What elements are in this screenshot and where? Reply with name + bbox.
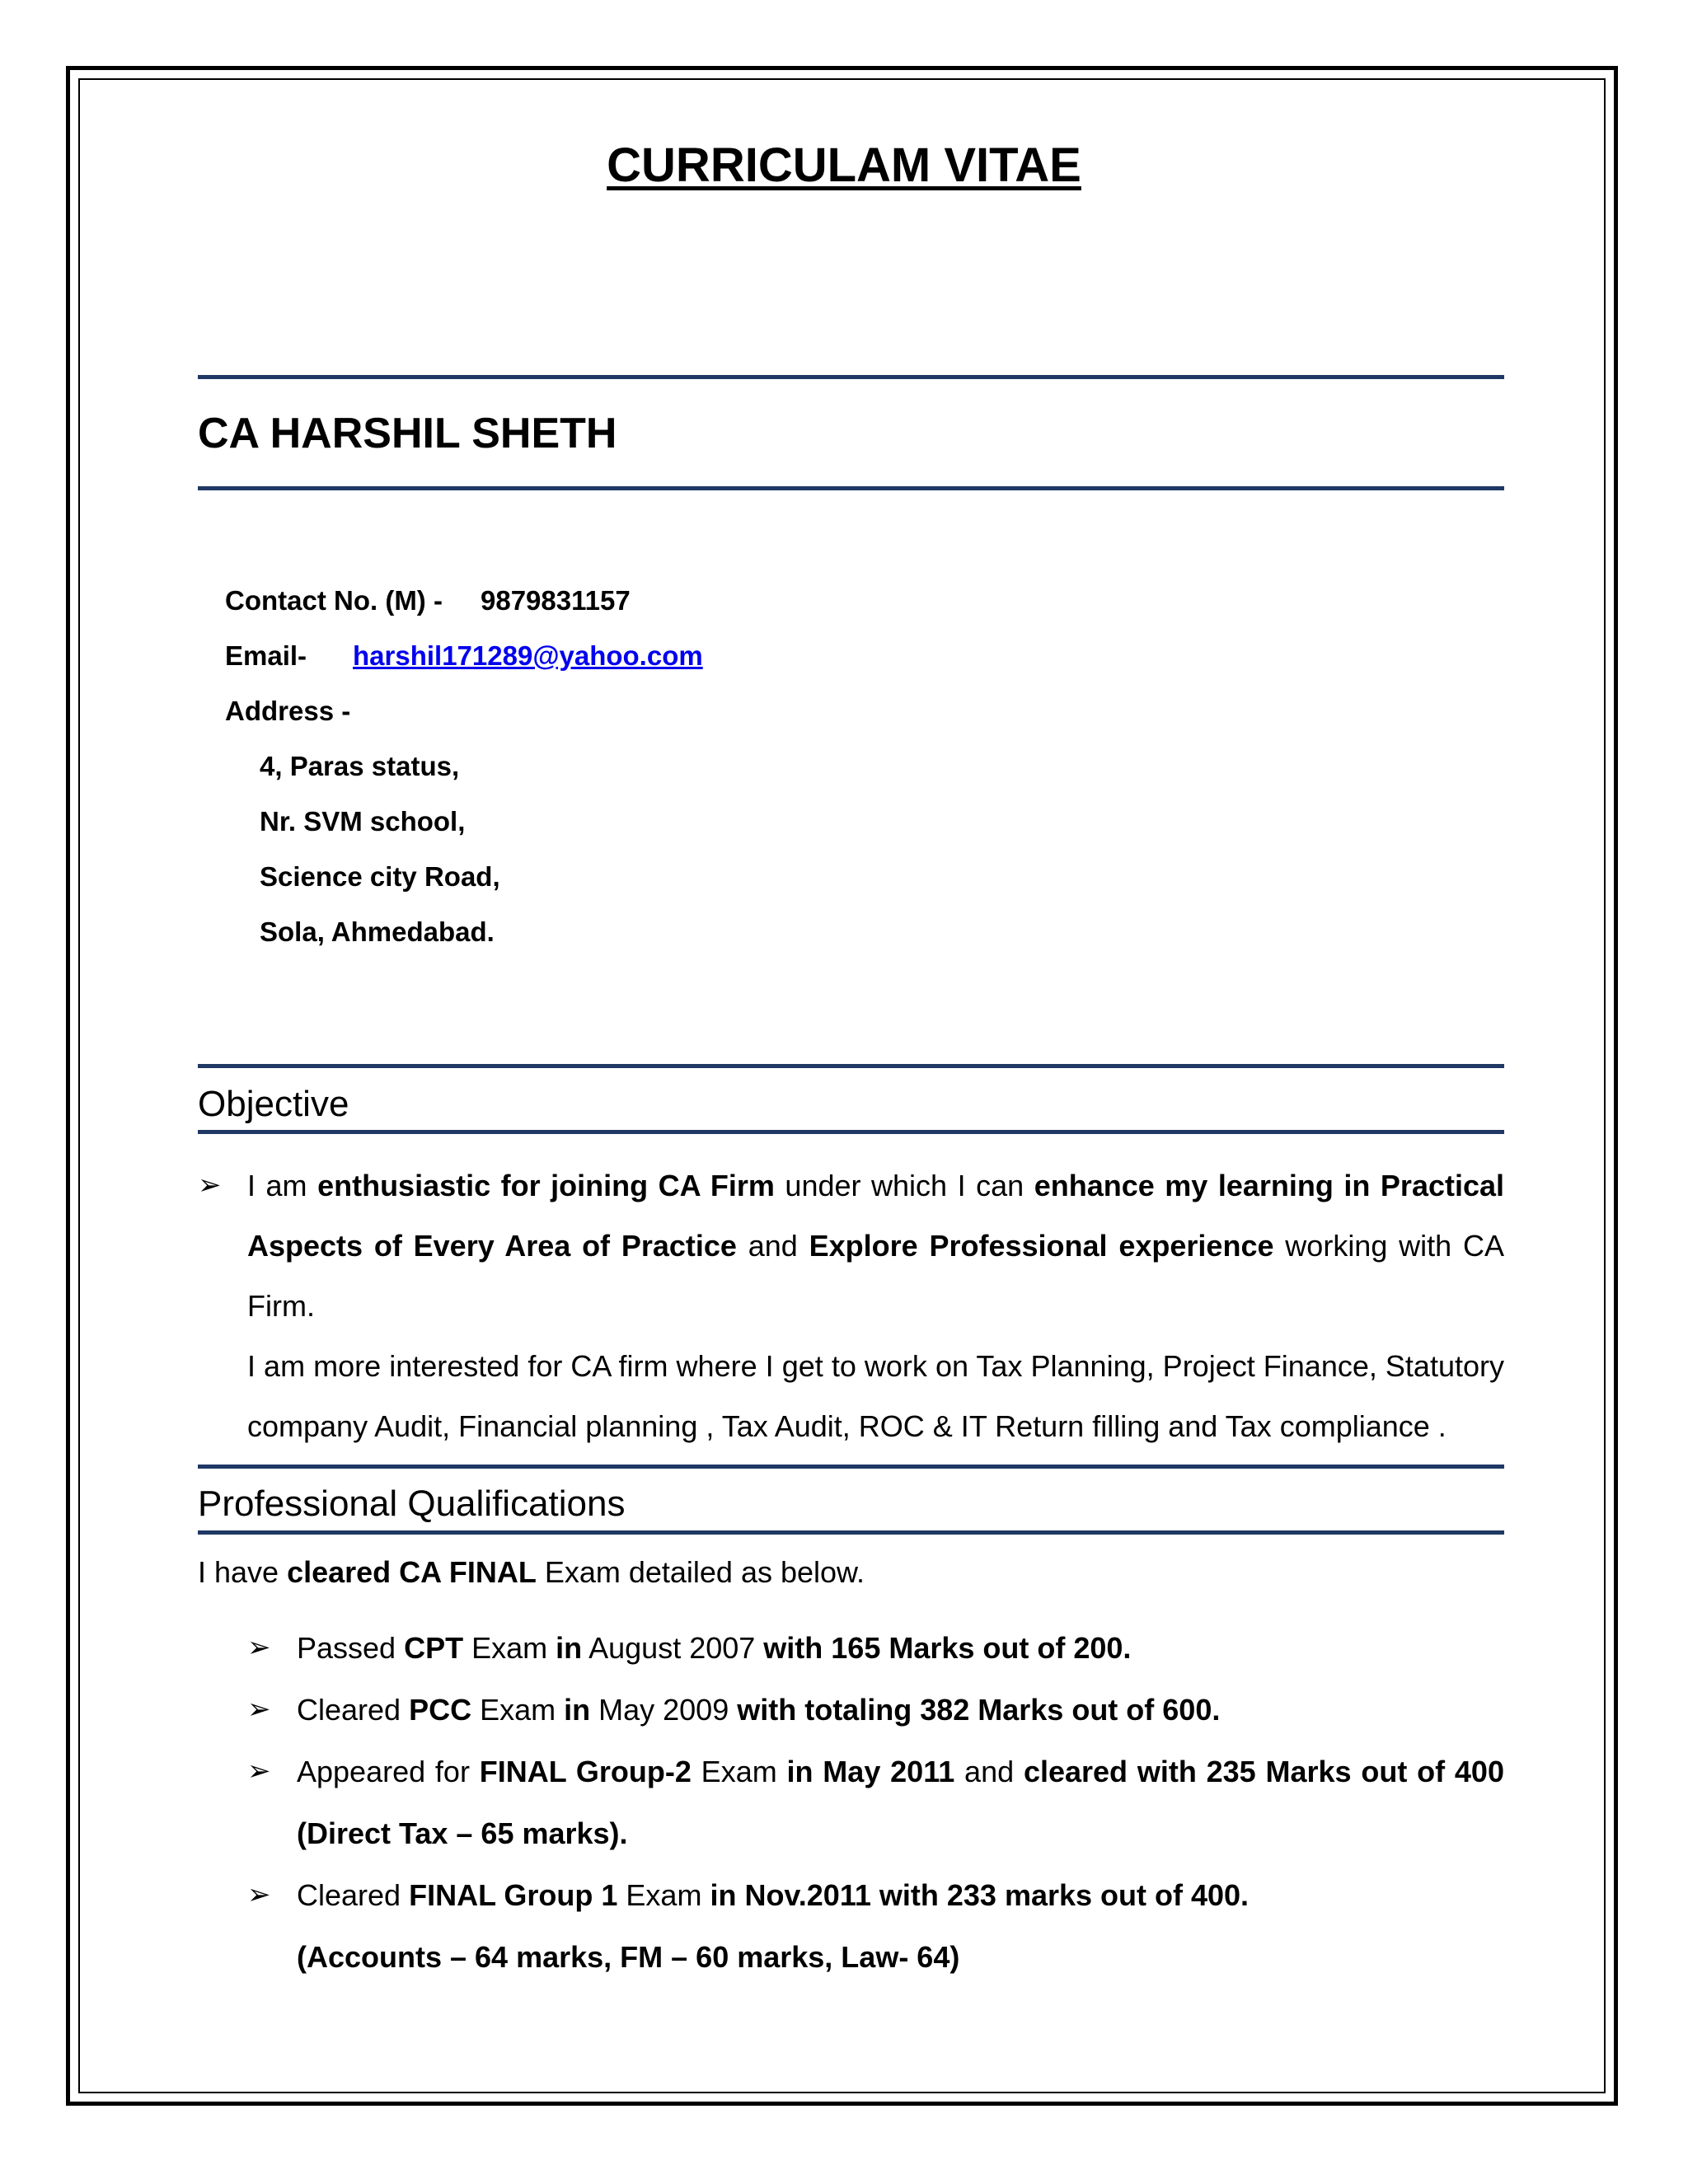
- text-run: Passed: [297, 1631, 405, 1665]
- text-run: Exam detailed as below.: [536, 1555, 865, 1589]
- email-link[interactable]: harshil171289@yahoo.com: [353, 640, 703, 671]
- objective-heading: Objective: [198, 1084, 349, 1124]
- candidate-name: CA HARSHIL SHETH: [198, 410, 617, 457]
- arrowhead-bullet-icon: ➢: [198, 1169, 222, 1201]
- document-title: CURRICULAM VITAE: [607, 138, 1081, 192]
- qualifications-bottom-rule: [198, 1530, 1504, 1535]
- text-run: working with CA Firm.: [247, 1229, 1504, 1323]
- text-run: Exam: [471, 1693, 565, 1727]
- address-line: Nr. SVM school,: [260, 806, 466, 837]
- emphasized-text: CPT: [404, 1631, 464, 1665]
- text-run: and: [954, 1755, 1024, 1788]
- qualification-text: [297, 1617, 1504, 1679]
- arrowhead-bullet-icon: ➢: [247, 1755, 271, 1787]
- objective-paragraph: [247, 1155, 1504, 1336]
- address-label: Address -: [225, 696, 351, 726]
- emphasized-text: cleared CA FINAL: [287, 1555, 537, 1589]
- phone-value: 9879831157: [481, 585, 631, 616]
- text-run: and: [736, 1229, 809, 1263]
- qualification-subject-marks: (Accounts – 64 marks, FM – 60 marks, Law- 64): [297, 1940, 960, 1974]
- arrowhead-bullet-icon: ➢: [247, 1632, 271, 1663]
- name-top-rule: [198, 375, 1504, 379]
- text-run: under which I can: [774, 1169, 1034, 1202]
- text-run: Cleared: [297, 1693, 410, 1727]
- address-line: 4, Paras status,: [260, 751, 460, 781]
- emphasized-text: in Nov.2011 with 233 marks out of 400.: [710, 1878, 1250, 1912]
- text-run: Appeared for: [297, 1755, 480, 1788]
- qualifications-list: [247, 1617, 1504, 1988]
- emphasized-text: enthusiastic for joining CA Firm: [317, 1169, 775, 1202]
- qualification-item: [247, 1617, 1504, 1679]
- text-run: Cleared: [297, 1878, 410, 1912]
- text-run: Exam: [617, 1878, 710, 1912]
- text-run: Exam: [463, 1631, 556, 1665]
- text-run: May 2009: [590, 1693, 738, 1727]
- emphasized-text: in: [556, 1631, 583, 1665]
- emphasized-text: FINAL Group 1: [409, 1878, 618, 1912]
- text-run: Exam: [691, 1755, 787, 1788]
- emphasized-text: in: [564, 1693, 591, 1727]
- objective-body: [198, 1155, 1504, 1456]
- qualifications-heading: Professional Qualifications: [198, 1483, 626, 1524]
- qualification-text: [297, 1741, 1504, 1864]
- emphasized-text: cleared with 235 Marks out of 400 (Direct Tax – 65 marks).: [297, 1755, 1504, 1850]
- objective-paragraph-2: I am more interested for CA firm where I get to work on Tax Planning, Project Finance, Statutory company Audit, Financial planning , Tax Audit, ROC & IT Return filling and Tax compliance .: [247, 1349, 1504, 1443]
- emphasized-text: in May 2011: [786, 1755, 955, 1788]
- arrowhead-bullet-icon: ➢: [247, 1694, 271, 1725]
- objective-bottom-rule: [198, 1130, 1504, 1134]
- qualification-text: [297, 1679, 1504, 1741]
- qualifications-intro: [198, 1555, 865, 1589]
- text-run: I have: [198, 1555, 288, 1589]
- emphasized-text: PCC: [409, 1693, 472, 1727]
- emphasized-text: with 165 Marks out of 200.: [763, 1631, 1132, 1665]
- qualification-item: [247, 1864, 1504, 1988]
- phone-row: [225, 585, 631, 616]
- emphasized-text: enhance my learning in Practical Aspects of Every Area of Practice: [247, 1169, 1505, 1263]
- emphasized-text: with totaling 382 Marks out of 600.: [737, 1693, 1221, 1727]
- objective-bullet-item: [198, 1155, 1504, 1456]
- qualification-text: [297, 1864, 1504, 1926]
- text-run: I am: [247, 1169, 318, 1202]
- qualification-item: [247, 1679, 1504, 1741]
- name-bottom-rule: [198, 486, 1504, 490]
- qualification-item: [247, 1741, 1504, 1864]
- qualifications-top-rule: [198, 1465, 1504, 1469]
- emphasized-text: FINAL Group-2: [479, 1755, 692, 1788]
- phone-label: Contact No. (M) -: [225, 585, 443, 616]
- emphasized-text: Explore Professional experience: [809, 1229, 1274, 1263]
- text-run: August 2007: [582, 1631, 764, 1665]
- address-line: Science city Road,: [260, 861, 500, 892]
- email-row: [225, 640, 703, 671]
- arrowhead-bullet-icon: ➢: [247, 1879, 271, 1910]
- objective-top-rule: [198, 1064, 1504, 1068]
- address-line: Sola, Ahmedabad.: [260, 916, 495, 947]
- email-label: Email-: [225, 640, 307, 671]
